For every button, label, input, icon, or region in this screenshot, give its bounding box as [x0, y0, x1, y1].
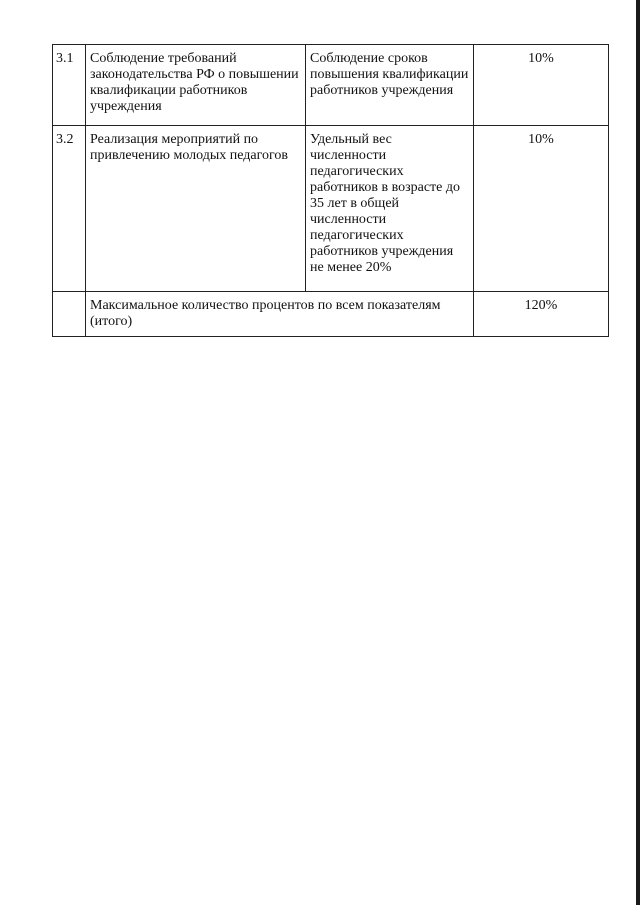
total-percent-cell: 120% [474, 292, 609, 337]
criteria-table [52, 44, 609, 337]
row-number: 3.1 [53, 45, 86, 126]
total-row [53, 292, 609, 337]
scan-page-edge [636, 0, 640, 905]
percent-cell: 10% [474, 126, 609, 292]
percent-cell: 10% [474, 45, 609, 126]
indicator-cell: Удельный вес численности педагогических работников в возрасте до 35 лет в общей численности педагогических работников учреждения не менее 20% [306, 126, 474, 292]
total-label-cell: Максимальное количество процентов по всем показателям (итого) [86, 292, 474, 337]
criterion-cell: Соблюдение требований законодательства РФ о повышении квалификации работников учреждения [86, 45, 306, 126]
indicator-cell: Соблюдение сроков повышения квалификации работников учреждения [306, 45, 474, 126]
table-row [53, 126, 609, 292]
row-number: 3.2 [53, 126, 86, 292]
criterion-cell: Реализация мероприятий по привлечению молодых педагогов [86, 126, 306, 292]
total-number-cell [53, 292, 86, 337]
table-row [53, 45, 609, 126]
